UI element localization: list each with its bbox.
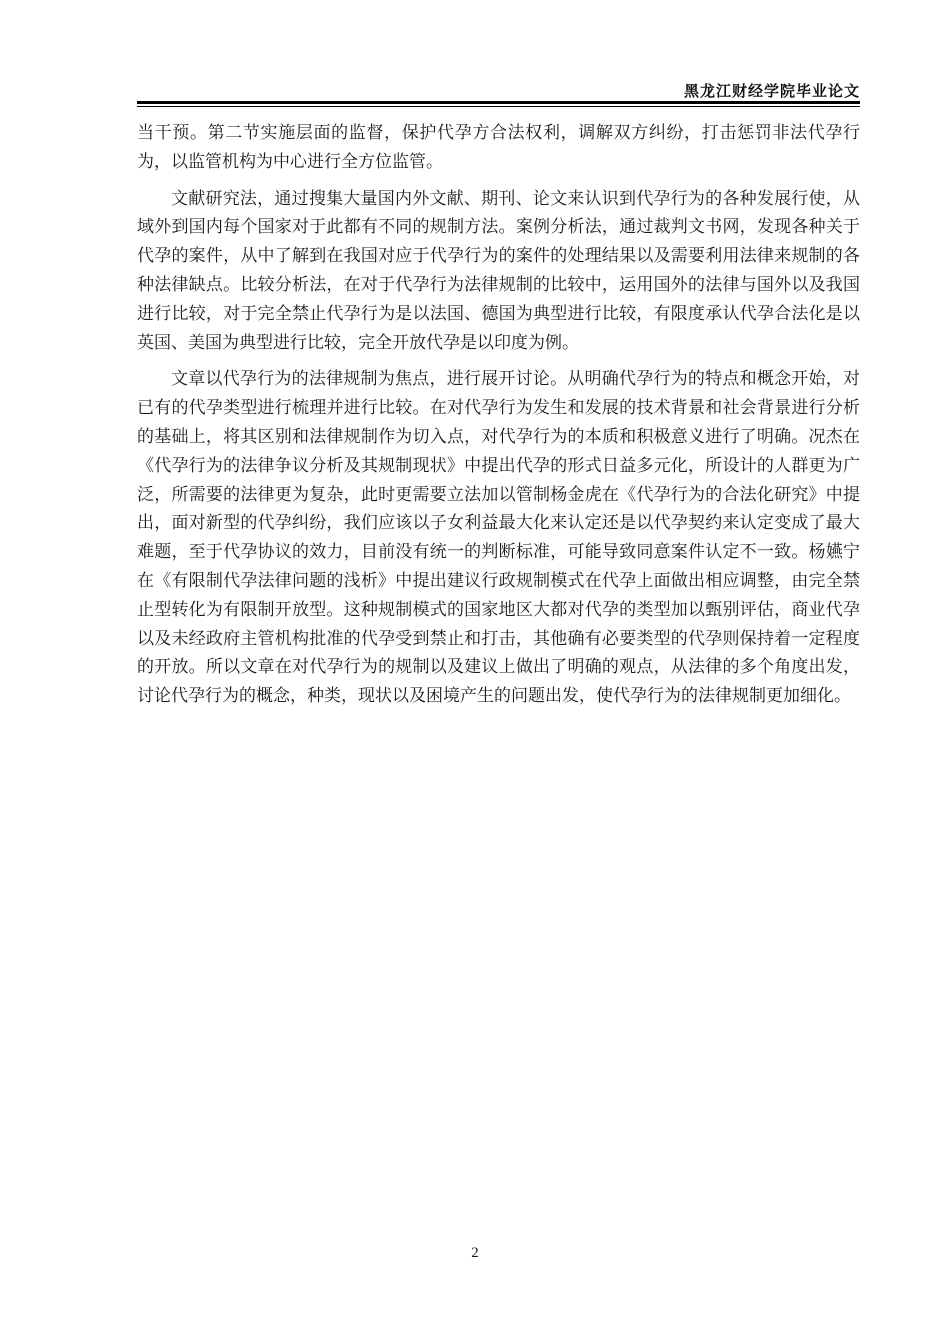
header-divider-thin xyxy=(137,106,860,107)
paragraph-literature-review: 文章以代孕行为的法律规制为焦点，进行展开讨论。从明确代孕行为的特点和概念开始，对已有的代孕类型进行梳理并进行比较。在对代孕行为发生和发展的技术背景和社会背景进行分析的基础上，将其区别和法律规制作为切入点，对代孕行为的本质和积极意义进行了明确。况杰在《代孕行为的法律争议分析及其规制现状》中提出代孕的形式日益多元化，所设计的人群更为广泛，所需要的法律更为复杂，此时更需要立法加以管制杨金虎在《代孕行为的合法化研究》中提出，面对新型的代孕纠纷，我们应该以子女利益最大化来认定还是以代孕契约来认定变成了最大难题，至于代孕协议的效力，目前没有统一的判断标准，可能导致同意案件认定不一致。杨嬿宁在《有限制代孕法律问题的浅析》中提出建议行政规制模式在代孕上面做出相应调整，由完全禁止型转化为有限制开放型。这种规制模式的国家地区大都对代孕的类型加以甄别评估，商业代孕以及未经政府主管机构批准的代孕受到禁止和打击，其他确有必要类型的代孕则保持着一定程度的开放。所以文章在对代孕行为的规制以及建议上做出了明确的观点，从法律的多个角度出发，讨论代孕行为的概念，种类，现状以及困境产生的问题出发，使代孕行为的法律规制更加细化。 xyxy=(137,369,860,707)
page-number: 2 xyxy=(471,1245,479,1261)
page-header-title: 黑龙江财经学院毕业论文 xyxy=(683,82,860,100)
paragraph-research-methods: 文献研究法，通过搜集大量国内外文献、期刊、论文来认识到代孕行为的各种发展行使，从域外到国内每个国家对于此都有不同的规制方法。案例分析法，通过裁判文书网，发现各种关于代孕的案件，从中了解到在我国对应于代孕行为的案件的处理结果以及需要利用法律来规制的各种法律缺点。比较分析法，在对于代孕行为法律规制的比较中，运用国外的法律与国外以及我国进行比较，对于完全禁止代孕行为是以法国、德国为典型进行比较，有限度承认代孕合法化是以英国、美国为典型进行比较，完全开放代孕是以印度为例。 xyxy=(137,188,860,353)
document-body xyxy=(137,119,860,719)
paragraph-continuation: 当干预。第二节实施层面的监督，保护代孕方合法权利，调解双方纠纷，打击惩罚非法代孕行为，以监管机构为中心进行全方位监管。 xyxy=(137,123,860,172)
header-divider-thick xyxy=(137,101,860,104)
